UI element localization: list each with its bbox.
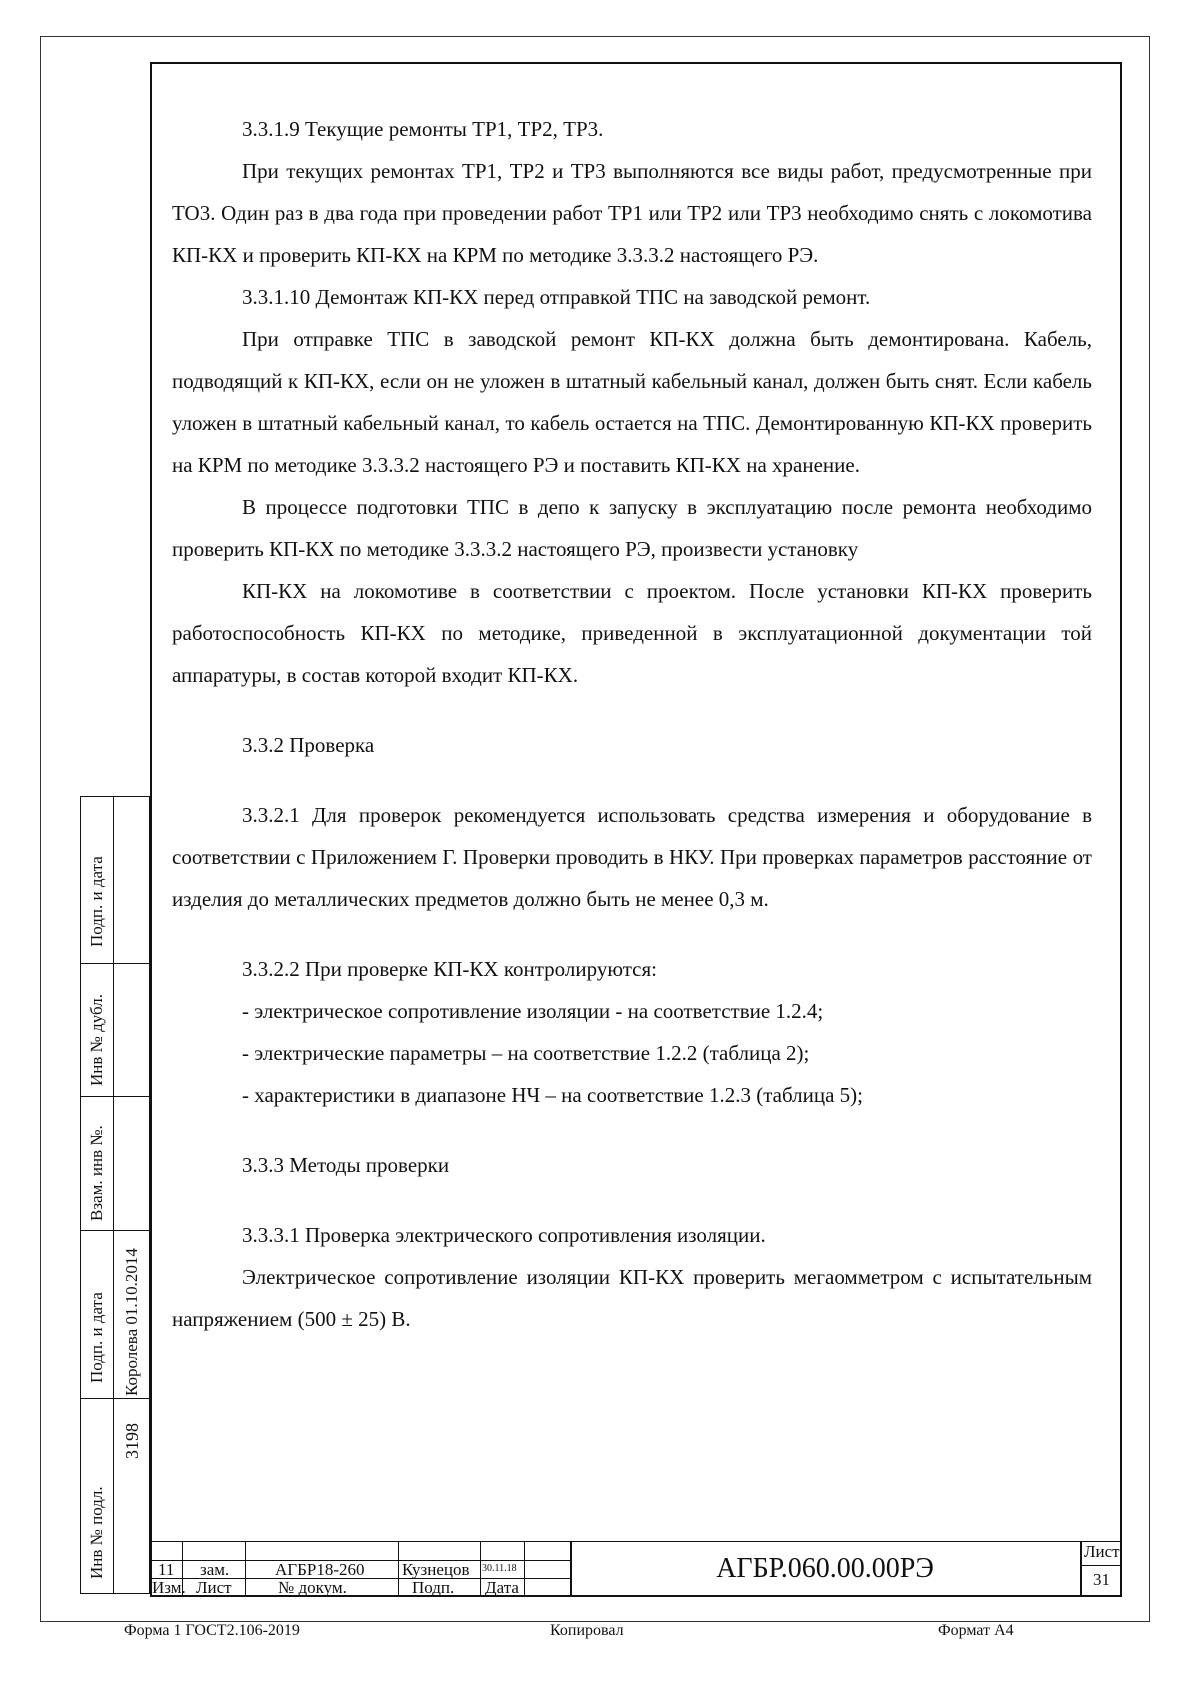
label-inv-dubl: Инв № дубл. xyxy=(87,993,106,1086)
paragraph: 3.3.2 Проверка xyxy=(242,733,375,757)
cell-inv-podl-value xyxy=(113,1398,150,1594)
label-inv-podl: Инв № подл. xyxy=(87,1486,106,1579)
inv-podl-number: 3198 xyxy=(122,1423,142,1459)
binding-strip xyxy=(80,796,150,1596)
cell-signer xyxy=(113,1230,150,1399)
title-block xyxy=(150,1541,1122,1597)
paragraph: - электрические параметры – на соответствие 1.2.2 (таблица 2); xyxy=(242,1041,810,1065)
paragraph-gap xyxy=(172,1116,1092,1144)
paragraph-gap xyxy=(172,766,1092,794)
cell-inv-dubl-value xyxy=(113,963,150,1097)
document-designation: АГБР.060.00.00РЭ xyxy=(716,1553,934,1584)
stamp-header-izm: Изм. xyxy=(152,1578,186,1597)
cell-vzam-inv-value xyxy=(113,1096,150,1231)
stamp-izm-value: 11 xyxy=(158,1560,175,1579)
paragraph: В процессе подготовки ТПС в депо к запуску в эксплуатацию после ремонта необходимо проверить КП-КХ по методике 3.3.3.2 настоящего РЭ, произвести установку xyxy=(172,495,1092,561)
paragraph: Электрическое сопротивление изоляции КП-КХ проверить мегаомметром с испытательным напряжением (500 ± 25) В. xyxy=(172,1265,1092,1331)
paragraph: 3.3.3 Методы проверки xyxy=(242,1153,450,1177)
footer-format: Формат А4 xyxy=(938,1622,1014,1639)
paragraph: При текущих ремонтах ТР1, ТР2 и ТР3 выполняются все виды работ, предусмотренные при ТО3. Один раз в два года при проведении работ ТР1 или ТР2 или ТР3 необходимо снять с локомотива КП-КХ и проверить КП-КХ на КРМ по методике 3.3.3.2 настоящего РЭ. xyxy=(172,159,1092,267)
paragraph: 3.3.2.2 При проверке КП-КХ контролируются: xyxy=(242,957,657,981)
stamp-doc-value: АГБР18-260 xyxy=(275,1560,365,1579)
paragraph: КП-КХ на локомотиве в соответствии с проектом. После установки КП-КХ проверить работоспособность КП-КХ по методике, приведенной в эксплуатационной документации той аппаратуры, в состав которой входит КП-КХ. xyxy=(172,579,1092,687)
cell-podp-data xyxy=(80,796,114,964)
paragraph-gap xyxy=(172,920,1092,948)
stamp-podp-value: Кузнецов xyxy=(402,1560,470,1579)
cell-inv-podl xyxy=(80,1398,114,1594)
footer-copied: Копировал xyxy=(550,1622,624,1639)
paragraph: - электрическое сопротивление изоляции - на соответствие 1.2.4; xyxy=(242,999,824,1023)
paragraph-gap xyxy=(172,696,1092,724)
paragraph: 3.3.1.9 Текущие ремонты ТР1, ТР2, ТР3. xyxy=(242,117,604,141)
signer-name-date: Королева 01.10.2014 xyxy=(122,1248,141,1396)
paragraph: При отправке ТПС в заводской ремонт КП-КХ должна быть демонтирована. Кабель, подводящий к КП-КХ, если он не уложен в штатный кабельный канал, должен быть снят. Если кабель уложен в штатный кабельный канал, то кабель остается на ТПС. Демонтированную КП-КХ проверить на КРМ по методике 3.3.3.2 настоящего РЭ и поставить КП-КХ на хранение. xyxy=(172,327,1092,477)
sheet-label: Лист xyxy=(1084,1542,1120,1561)
cell-podp-data-value xyxy=(113,796,150,964)
label-podp-data-2: Подп. и дата xyxy=(87,1292,106,1383)
paragraph: 3.3.3.1 Проверка электрического сопротивления изоляции. xyxy=(242,1223,766,1247)
document-body xyxy=(172,108,1092,1340)
stamp-list-value: зам. xyxy=(200,1560,230,1579)
stamp-header-list: Лист xyxy=(196,1578,232,1597)
paragraph: 3.3.1.10 Демонтаж КП-КХ перед отправкой ТПС на заводской ремонт. xyxy=(242,285,871,309)
stamp-header-data: Дата xyxy=(485,1578,519,1597)
stamp-header-podp: Подп. xyxy=(412,1578,455,1597)
label-podp-data: Подп. и дата xyxy=(87,856,106,947)
label-vzam-inv: Взам. инв №. xyxy=(87,1125,106,1221)
paragraph: - характеристики в диапазоне НЧ – на соответствие 1.2.3 (таблица 5); xyxy=(242,1083,863,1107)
cell-inv-dubl xyxy=(80,963,114,1097)
stamp-header-doc: № докум. xyxy=(278,1578,347,1597)
paragraph-gap xyxy=(172,1186,1092,1214)
cell-podp-data-2 xyxy=(80,1230,114,1399)
footer-form: Форма 1 ГОСТ2.106-2019 xyxy=(124,1622,300,1639)
stamp-data-value: 30.11.18 xyxy=(482,1563,517,1574)
cell-vzam-inv xyxy=(80,1096,114,1231)
sheet-number: 31 xyxy=(1093,1570,1110,1589)
paragraph: 3.3.2.1 Для проверок рекомендуется использовать средства измерения и оборудование в соответствии с Приложением Г. Проверки проводить в НКУ. При проверках параметров расстояние от изделия до металлических предметов должно быть не менее 0,3 м. xyxy=(172,803,1092,911)
